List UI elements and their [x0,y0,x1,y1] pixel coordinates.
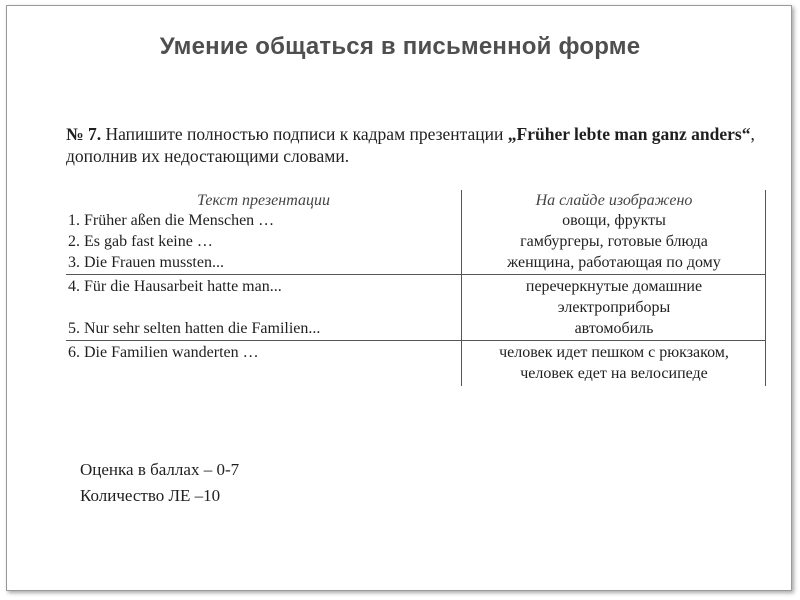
row-4-text: 4. Für die Hausarbeit hatte man... [68,278,282,295]
row-5-text: 5. Nur sehr selten hatten die Familien... [68,320,321,337]
lexical-units-count: Количество ЛЕ –10 [80,486,221,505]
score-range: Оценка в баллах – 0-7 [80,460,240,479]
presentation-table [66,188,766,386]
slide-title: Умение общаться в письменной форме [159,33,641,60]
table-row [66,342,766,363]
task-number: № 7. [66,124,102,144]
task-presentation-title: „Früher lebte man ganz anders“ [507,124,751,144]
table-row [66,297,766,318]
row-3-image: женщина, работающая по дому [507,254,721,271]
row-5-image: автомобиль [574,320,654,337]
row-1-image: овощи, фрукты [562,212,666,229]
table-row [66,252,766,273]
row-4-image: перечеркнутые домашние [525,278,703,295]
table-divider [66,340,766,341]
header-slide-shows: На слайде изображено [535,192,693,209]
task-text [66,123,766,167]
row-4b-image: электроприборы [557,299,671,316]
row-2-text: 2. Es gab fast keine … [68,233,213,250]
table-row [66,318,766,339]
header-presentation-text: Текст презентации [197,192,330,209]
table-row [66,210,766,231]
table-header-row [66,190,766,211]
row-1-text: 1. Früher aßen die Menschen … [68,212,275,229]
table-row [66,363,766,384]
row-6-text: 6. Die Familien wanderten … [68,344,259,361]
table-divider [66,274,766,275]
table-row [66,231,766,252]
task-instruction-end: , дополнив их недостающими словами. [66,124,755,166]
scoring-block [80,457,239,509]
task-instruction: Напишите полностью подписи к кадрам презентации [101,124,508,144]
row-6-image: человек идет пешком с рюкзаком, [499,344,729,361]
row-6b-image: человек едет на велосипеде [520,365,708,382]
row-2-image: гамбургеры, готовые блюда [520,233,708,250]
row-3-text: 3. Die Frauen mussten... [68,254,224,271]
table-row [66,276,766,297]
